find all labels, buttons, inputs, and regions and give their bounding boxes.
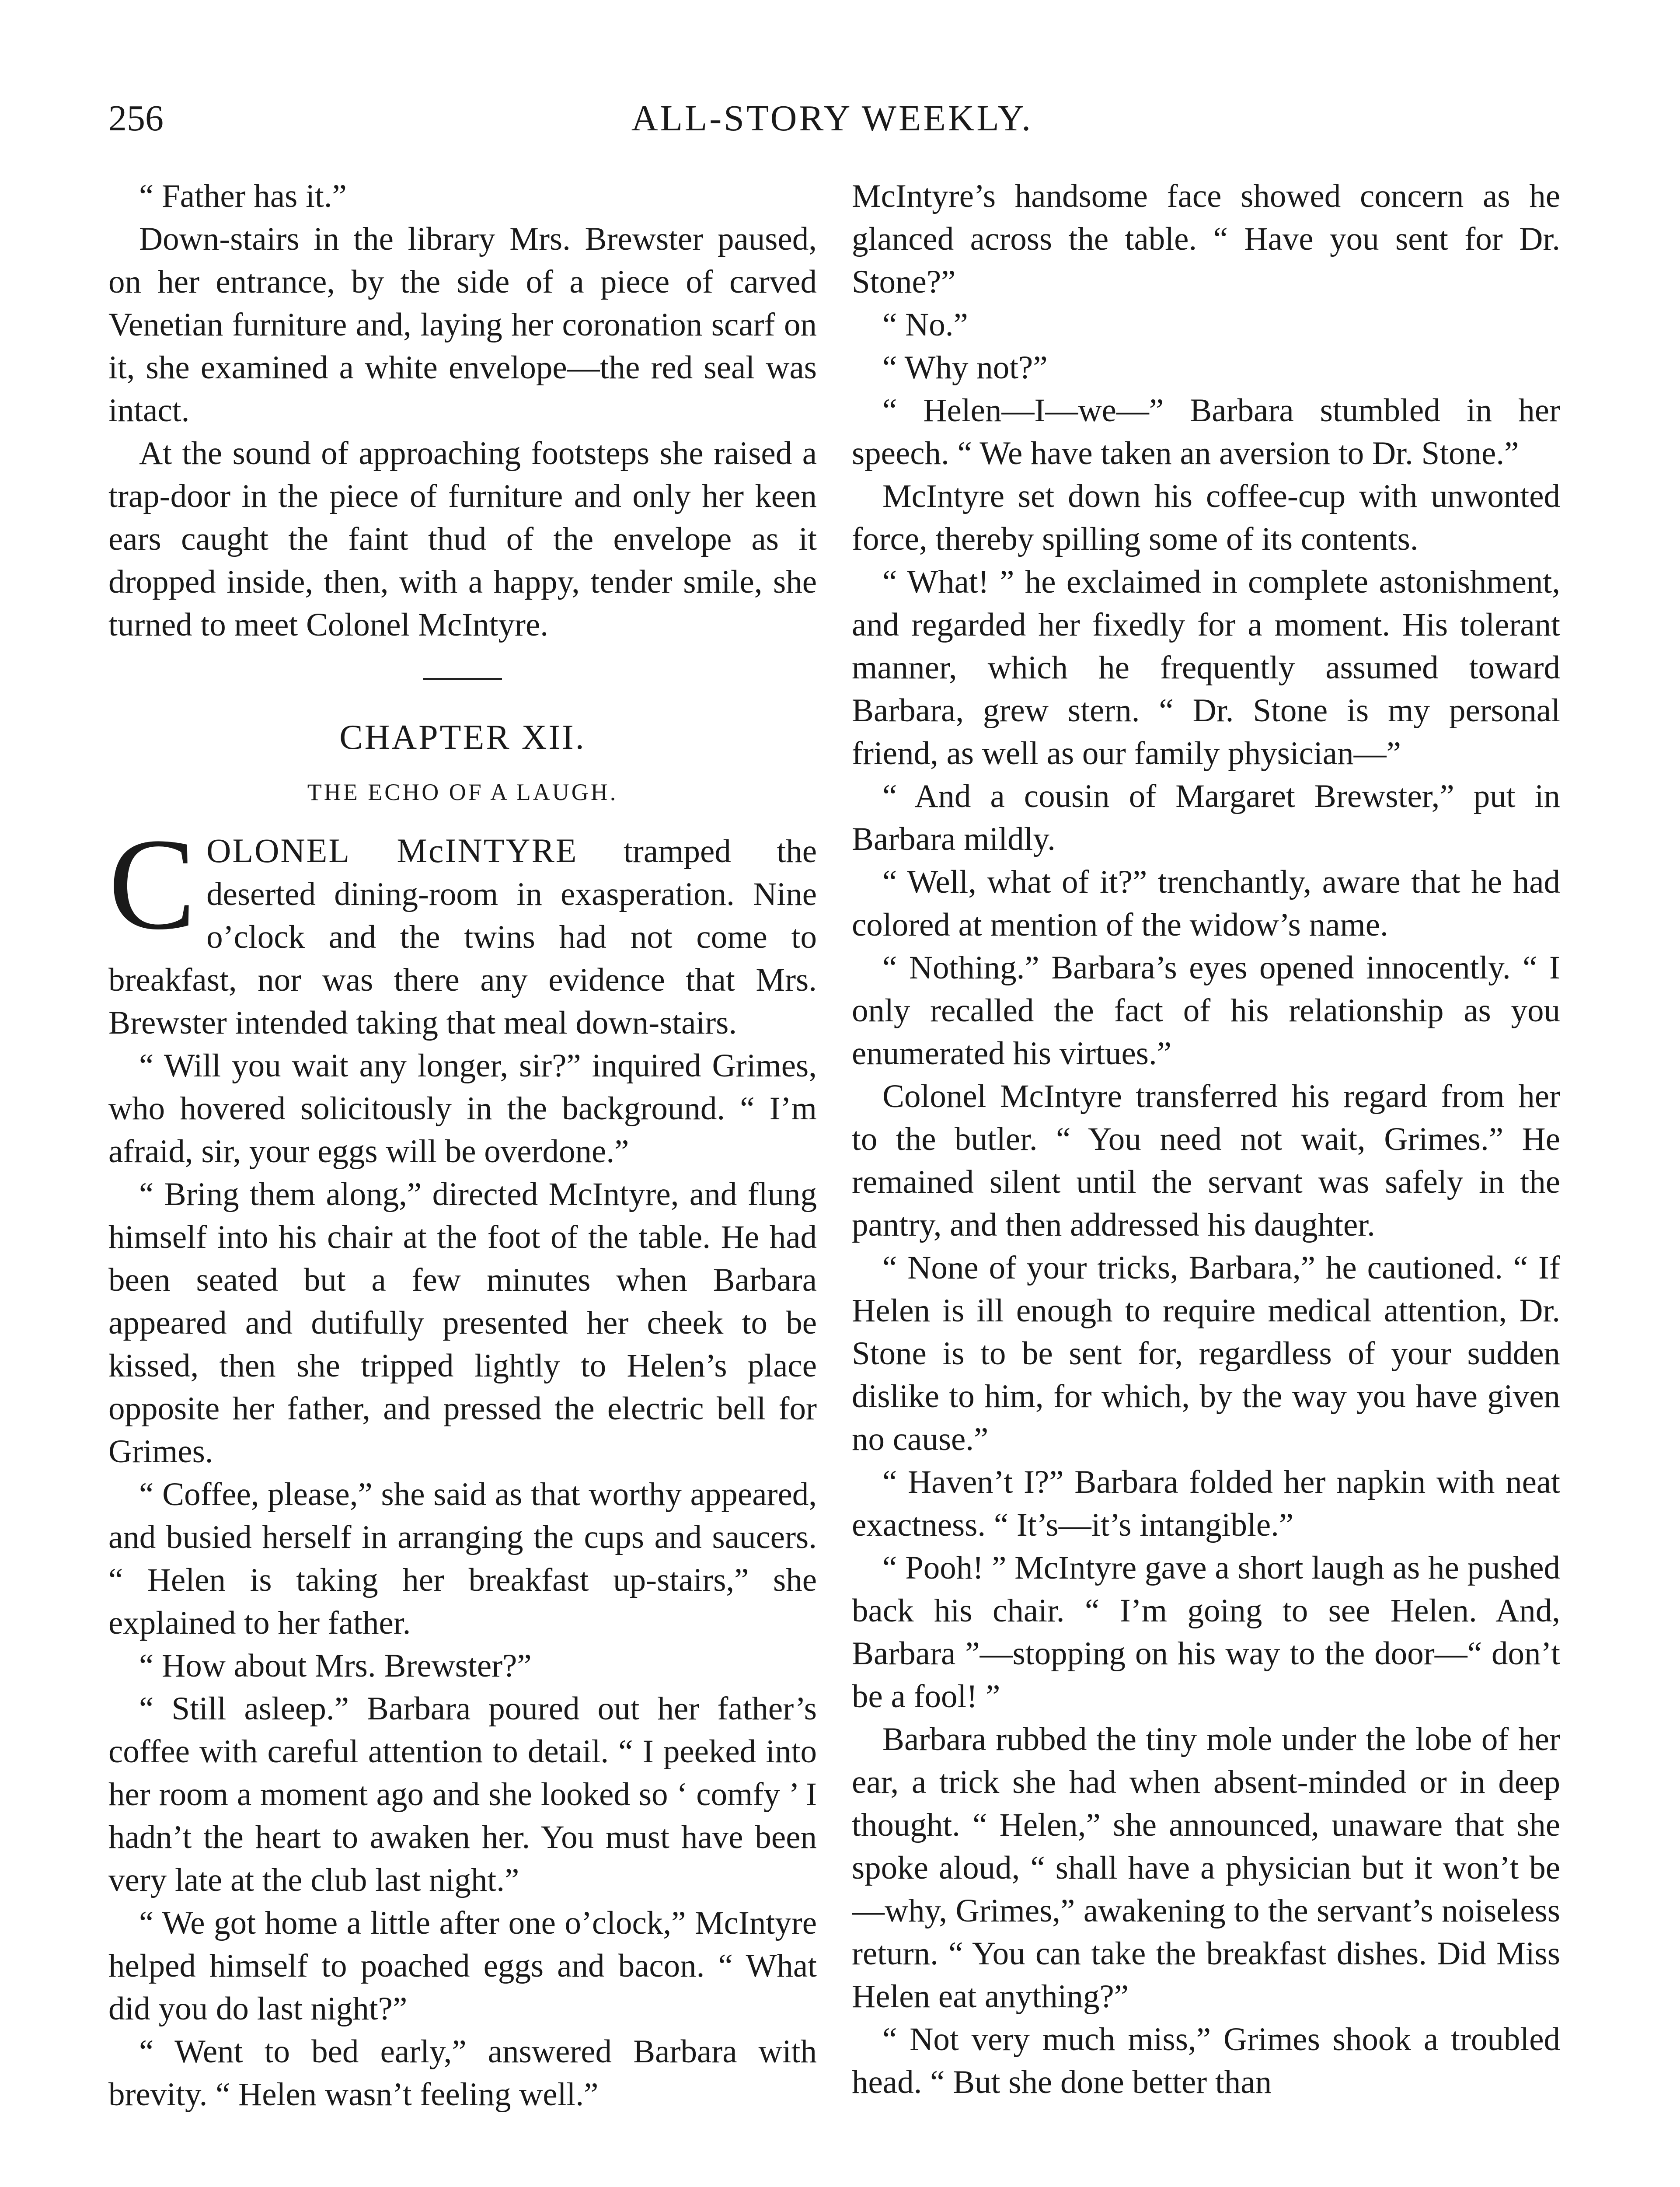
paragraph: “ How about Mrs. Brewster?” (139, 1648, 532, 1684)
paragraph: “ Coffee, please,” she said as that worthy appeared, and busied herself in arranging the cups and saucers. “ Helen is taking her breakfast up-stairs,” she explained to her father. (108, 1476, 817, 1641)
opening-smallcaps: OLONEL McINTYRE (206, 831, 578, 870)
paragraph: “ Went to bed early,” answered Barbara with brevity. “ Helen wasn’t feeling well.” (108, 2033, 817, 2113)
paragraph: McIntyre set down his coffee-cup with unwonted force, thereby spilling some of its contents. (852, 478, 1560, 557)
opening-text: tramped the deserted dining-room in exasperation. Nine o’clock and the twins had not come to breakfast, nor was there any evidence that Mrs. Brewster intended taking that meal down-stairs. (108, 833, 817, 1041)
chapter-title: CHAPTER XII. (339, 718, 586, 757)
drop-cap: C (108, 811, 196, 957)
paragraph: “ Pooh! ” McIntyre gave a short laugh as he pushed back his chair. “ I’m going to see Helen. And, Barbara ”—stopping on his way to the door—“ don’t be a fool! ” (852, 1550, 1560, 1715)
paragraph: Barbara rubbed the tiny mole under the lobe of her ear, a trick she had when absent-minded or in deep thought. “ Helen,” she announced, unaware that she spoke aloud, “ shall have a physician but it won’t be—why, Grimes,” awakening to the servant’s noiseless return. “ You can take the breakfast dishes. Did Miss Helen eat anything?” (852, 1721, 1560, 2015)
chapter-opening-paragraph (108, 811, 817, 1045)
paragraph: “ We got home a little after one o’clock,” McIntyre helped himself to poached eggs and bacon. “ What did you do last night?” (108, 1905, 817, 2027)
paragraph: “ Will you wait any longer, sir?” inquired Grimes, who hovered solicitously in the background. “ I’m afraid, sir, your eggs will be overdone.” (108, 1048, 817, 1170)
paragraph: “ Helen—I—we—” Barbara stumbled in her speech. “ We have taken an aversion to Dr. Stone.” (852, 392, 1560, 472)
paragraph: “ What! ” he exclaimed in complete astonishment, and regarded her fixedly for a moment. His tolerant manner, which he frequently assumed toward Barbara, grew stern. “ Dr. Stone is my personal friend, as well as our family physician—” (852, 564, 1560, 772)
paragraph: “ None of your tricks, Barbara,” he cautioned. “ If Helen is ill enough to require medical attention, Dr. Stone is to be sent for, regardless of your sudden dislike to him, for which, by the way you have given no cause.” (852, 1250, 1560, 1457)
paragraph-continued: McIntyre’s handsome face showed concern as he glanced across the table. “ Have you sent for Dr. Stone?” (852, 178, 1560, 300)
running-head: ALL-STORY WEEKLY. (631, 98, 1033, 139)
paragraph: “ Still asleep.” Barbara poured out her father’s coffee with careful attention to detail. “ I peeked into her room a moment ago and she looked so ‘ comfy ’ I hadn’t the heart to awaken her. You must have been very late at the club last night.” (108, 1691, 817, 1898)
paragraph: “ Not very much miss,” Grimes shook a troubled head. “ But she done better than (852, 2021, 1560, 2100)
paragraph: “ Haven’t I?” Barbara folded her napkin with neat exactness. “ It’s—it’s intangible.” (852, 1464, 1560, 1543)
paragraph: At the sound of approaching footsteps she raised a trap-door in the piece of furniture and only her keen ears caught the faint thud of the envelope as it dropped inside, then, with a happy, tender smile, she turned to meet Colonel McIntyre. (108, 435, 817, 643)
left-column (108, 175, 817, 2187)
paragraph: “ Father has it.” (139, 178, 347, 214)
section-divider (423, 678, 502, 680)
page-header (108, 97, 1556, 150)
paragraph: Down-stairs in the library Mrs. Brewster paused, on her entrance, by the side of a piece of carved Venetian furniture and, laying her coronation scarf on it, she examined a white envelope—the red seal was intact. (108, 221, 817, 429)
paragraph: “ Well, what of it?” trenchantly, aware that he had colored at mention of the widow’s name. (852, 864, 1560, 943)
paragraph: “ Why not?” (882, 349, 1048, 386)
paragraph: “ No.” (882, 307, 968, 343)
paragraph: “ And a cousin of Margaret Brewster,” put in Barbara mildly. (852, 778, 1560, 857)
paragraph: Colonel McIntyre transferred his regard from her to the butler. “ You need not wait, Grimes.” He remained silent until the servant was safely in the pantry, and then addressed his daughter. (852, 1078, 1560, 1243)
chapter-subtitle: THE ECHO OF A LAUGH. (307, 779, 618, 805)
paragraph: “ Bring them along,” directed McIntyre, and flung himself into his chair at the foot of the table. He had been seated but a few minutes when Barbara appeared and dutifully presented her cheek to be kissed, then she tripped lightly to Helen’s place opposite her father, and pressed the electric bell for Grimes. (108, 1176, 817, 1470)
page-number: 256 (108, 98, 164, 139)
right-column (852, 175, 1560, 2187)
paragraph: “ Nothing.” Barbara’s eyes opened innocently. “ I only recalled the fact of his relationship as you enumerated his virtues.” (852, 950, 1560, 1072)
